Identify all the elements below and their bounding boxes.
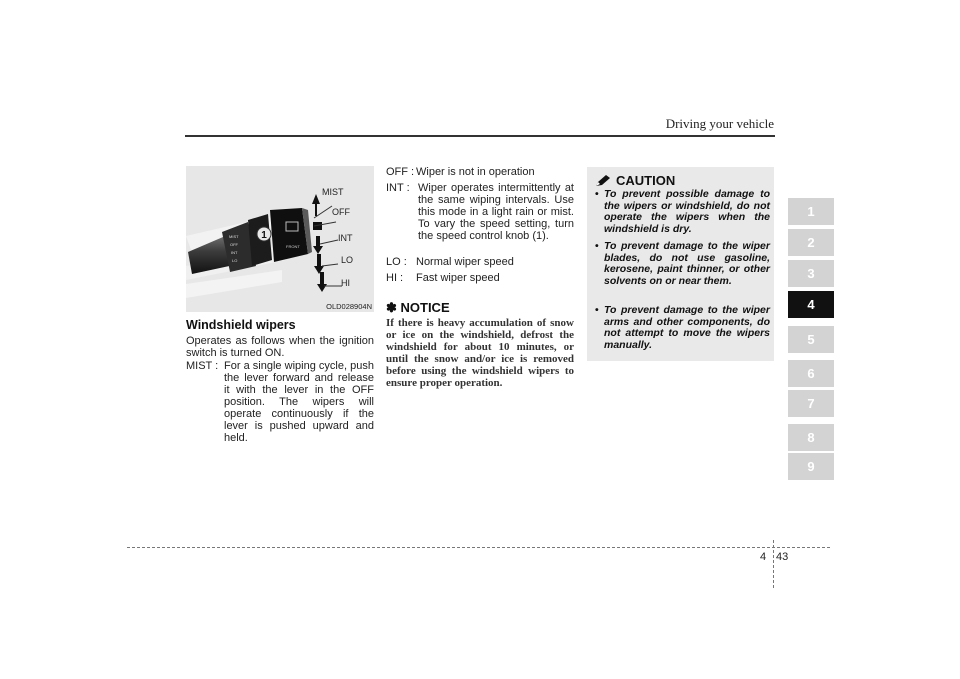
figure-label-off: OFF: [332, 207, 350, 217]
bullet: •: [595, 240, 599, 252]
off-text: Wiper is not in operation: [416, 166, 535, 178]
caution-item: • To prevent damage to the wiper arms and other components, do not attempt to move the wipers manually.: [595, 304, 770, 351]
figure-code: OLD028904N: [326, 302, 372, 311]
hi-definition: [386, 272, 574, 286]
int-key: INT :: [386, 182, 410, 194]
bullet: •: [595, 188, 599, 200]
lo-key: LO :: [386, 256, 407, 268]
chapter-title: Driving your vehicle: [665, 116, 774, 131]
chapter-tab-1[interactable]: 1: [788, 198, 834, 225]
page-number: 43: [776, 551, 789, 563]
header-rule: [185, 135, 775, 137]
lo-arrow-icon: [314, 254, 324, 274]
svg-text:LO: LO: [232, 258, 238, 263]
lo-definition: [386, 256, 574, 270]
mist-definition: [186, 360, 374, 450]
section-title: Windshield wipers: [186, 318, 296, 332]
caution-item: • To prevent possible damage to the wipers or windshield, do not operate the wipers when the windshield is dry.: [595, 188, 770, 235]
hi-key: HI :: [386, 272, 404, 284]
mist-arrow-icon: [312, 194, 320, 216]
chapter-tab-5[interactable]: 5: [788, 326, 834, 353]
figure-label-mist: MIST: [322, 187, 344, 197]
off-key: OFF :: [386, 166, 415, 178]
page-chapter: 4: [760, 551, 767, 563]
svg-text:FRONT: FRONT: [286, 244, 300, 249]
int-text: Wiper operates intermittently at the same wiping intervals. Use this mode in a light rain or mist. To vary the speed setting, turn the speed control knob (1).: [418, 182, 574, 242]
caution-item: • To prevent damage to the wiper blades, do not use gasoline, kerosene, paint thinner, or other solvents on or near them.: [595, 240, 770, 287]
knob-number: 1: [261, 230, 267, 241]
lo-text: Normal wiper speed: [416, 256, 514, 268]
pencil-icon: [595, 174, 611, 187]
figure-label-lo: LO: [341, 255, 354, 265]
chapter-tab-2[interactable]: 2: [788, 229, 834, 256]
caution-title: CAUTION: [616, 173, 676, 188]
caution-box: [587, 167, 774, 361]
chapter-tab-7[interactable]: 7: [788, 390, 834, 417]
svg-text:INT: INT: [231, 250, 238, 255]
svg-text:MIST: MIST: [229, 234, 239, 239]
wiper-lever-figure: [186, 166, 374, 312]
bullet: •: [595, 304, 599, 316]
footer-rule: [127, 547, 830, 548]
off-definition: [386, 166, 574, 180]
hi-text: Fast wiper speed: [416, 272, 500, 284]
chapter-tab-9[interactable]: 9: [788, 453, 834, 480]
figure-label-hi: HI: [341, 278, 350, 288]
int-definition: [386, 182, 574, 254]
mist-text: For a single wiping cycle, push the lever forward and release it with the lever in the OFF position. The wipers will operate continuously if the lever is pushed upward and held.: [224, 360, 374, 444]
hi-arrow-icon: [317, 272, 327, 292]
chapter-tab-4[interactable]: 4: [788, 291, 834, 318]
intro-text: Operates as follows when the ignition switch is turned ON.: [186, 335, 374, 359]
figure-label-int: INT: [338, 233, 353, 243]
int-arrow-icon: [313, 236, 323, 254]
chapter-tab-6[interactable]: 6: [788, 360, 834, 387]
notice-body: If there is heavy accumulation of snow or ice on the windshield, defrost the windshield for about 10 minutes, or until the snow and/or ice is removed before using the windshield wipers to ensure proper operation.: [386, 317, 574, 389]
mist-key: MIST :: [186, 360, 219, 372]
footer-divider: [773, 540, 774, 588]
chapter-tab-3[interactable]: 3: [788, 260, 834, 287]
notice-title: ✽ NOTICE: [386, 300, 450, 315]
svg-text:OFF: OFF: [230, 242, 238, 247]
chapter-tab-8[interactable]: 8: [788, 424, 834, 451]
